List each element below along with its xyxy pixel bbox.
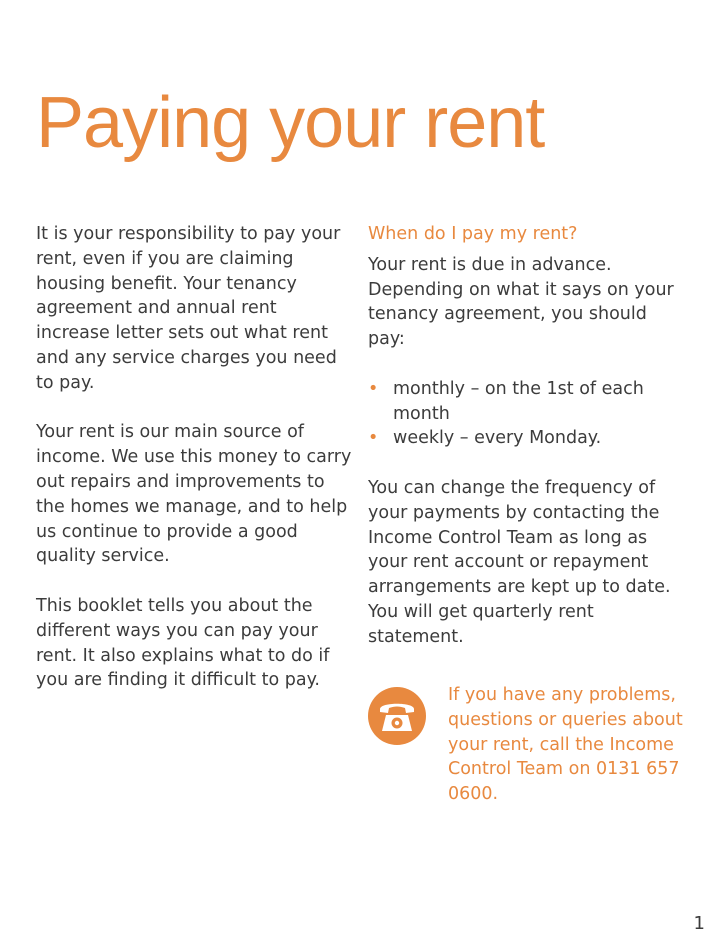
- payment-frequency-list: [368, 377, 683, 451]
- contact-callout: [368, 683, 688, 813]
- left-column: [36, 222, 352, 693]
- bullet-icon: •: [368, 378, 379, 399]
- booklet-paragraph: This booklet tells you about the different ways you can pay your rent. It also explains what to do if you are finding it difficult to pay.: [36, 595, 330, 691]
- income-paragraph: Your rent is our main source of income. We use this money to carry out repairs and improvements to the homes we manage, and to help us continue to provide a good quality service.: [36, 422, 352, 567]
- page-number: 1: [693, 913, 705, 934]
- list-item: [368, 426, 683, 451]
- intro-paragraph: It is your responsibility to pay your rent, even if you are claiming housing benefit. Your tenancy agreement and annual rent increase letter sets out what rent and any service charges you need to pay.: [36, 224, 341, 393]
- section-subheading: When do I pay my rent?: [368, 224, 578, 244]
- page-title: Paying your rent: [36, 83, 545, 163]
- callout-text: If you have any problems, questions or queries about your rent, call the Income Control Team on 0131 657 0600.: [448, 685, 683, 805]
- telephone-icon: [368, 687, 426, 745]
- right-column: [368, 222, 683, 650]
- list-item-text: monthly – on the 1st of each month: [393, 378, 644, 424]
- list-item: [368, 377, 683, 427]
- frequency-paragraph: You can change the frequency of your payments by contacting the Income Control Team as long as your rent account or repayment arrangements are kept up to date. You will get quarterly rent statement.: [368, 477, 671, 647]
- bullet-icon: •: [368, 428, 379, 449]
- due-paragraph: Your rent is due in advance. Depending on what it says on your tenancy agreement, you should pay:: [368, 254, 674, 350]
- telephone-icon-graphic: [377, 698, 417, 734]
- list-item-text: weekly – every Monday.: [393, 428, 602, 449]
